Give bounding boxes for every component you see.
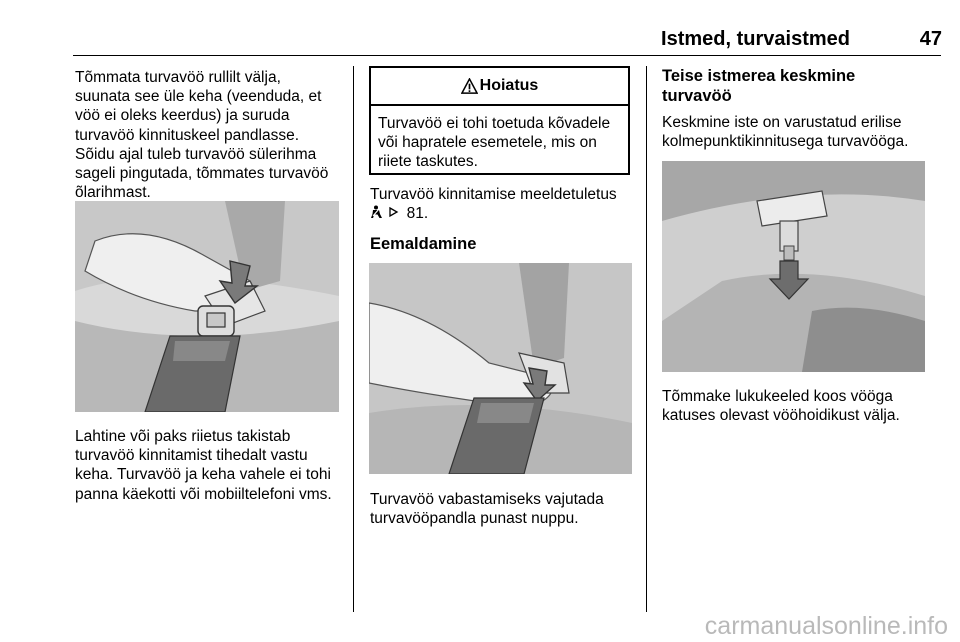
removal-paragraph (370, 490, 640, 528)
warning-box (369, 66, 630, 175)
watermark: carmanualsonline.info (704, 612, 948, 640)
text-line: Tõmmata turvavöö rullilt välja, (75, 69, 281, 86)
text-line: Turvavöö vabastamiseks vajutada (370, 491, 604, 508)
text-line: turvavööpandla punast nuppu. (370, 510, 579, 528)
text-line: vöö ei oleks keerdus) ja suruda (75, 107, 290, 125)
left-clothing-paragraph (75, 427, 350, 504)
text-line: Lahtine või paks riietus takistab (75, 428, 291, 445)
text-line: Turvavöö ei tohi toetuda kõvadele (378, 115, 611, 132)
removal-heading: Eemaldamine (370, 235, 477, 253)
section-title: Istmed, turvaistmed (661, 28, 850, 50)
figure-buckle-insertion (75, 201, 339, 412)
text-line: keha. Turvavöö ja keha vahele ei tohi (75, 466, 331, 484)
figure-roof-belt-holder (662, 161, 925, 372)
rear-center-intro-paragraph (662, 113, 947, 151)
reminder-paragraph (370, 185, 640, 223)
text-line: riiete taskutes. (378, 153, 478, 171)
text-line: õlarihmast. (75, 184, 151, 202)
text-line: katuses olevast vööhoidikust välja. (662, 407, 900, 425)
heading-line: Teise istmerea keskmine (662, 67, 856, 85)
text-line: sageli pingutada, tõmmates turvavöö (75, 165, 329, 183)
text-line: Tõmmake lukukeeled koos vööga (662, 388, 893, 405)
rear-center-belt-heading (662, 66, 942, 106)
warning-triangle-icon (461, 78, 478, 95)
text-line: turvavöö kinnituskeel pandlasse. (75, 126, 300, 144)
column-divider-left (353, 66, 354, 612)
rear-center-instruction-paragraph (662, 387, 947, 425)
text-line: suunata see üle keha (veenduda, et (75, 88, 322, 106)
seatbelt-reminder-icon (370, 205, 384, 219)
text-line: panna käekotti või mobiiltelefoni vms. (75, 485, 332, 503)
warning-title: Hoiatus (479, 77, 539, 94)
warning-header (371, 68, 628, 106)
left-intro-paragraph (75, 68, 350, 202)
text-line: Turvavöö kinnitamise meeldetuletus (370, 186, 617, 203)
text-line: Keskmine iste on varustatud erilise (662, 114, 902, 131)
page-reference-icon (388, 205, 402, 219)
figure-buckle-release (369, 263, 632, 474)
text-line: või hapratele esemetele, mis on (378, 134, 597, 152)
text-line: Sõidu ajal tuleb turvavöö sülerihma (75, 145, 317, 163)
reminder-reference-line (370, 204, 640, 223)
column-divider-right (646, 66, 647, 612)
text-line: turvavöö kinnitamist tihedalt vastu (75, 447, 308, 465)
warning-body (371, 106, 628, 172)
reference-page: 81. (406, 205, 429, 223)
header-rule (73, 55, 941, 56)
page-number: 47 (919, 28, 942, 50)
heading-line: turvavöö (662, 87, 732, 105)
text-line: kolmepunktikinnitusega turvavööga. (662, 133, 909, 151)
